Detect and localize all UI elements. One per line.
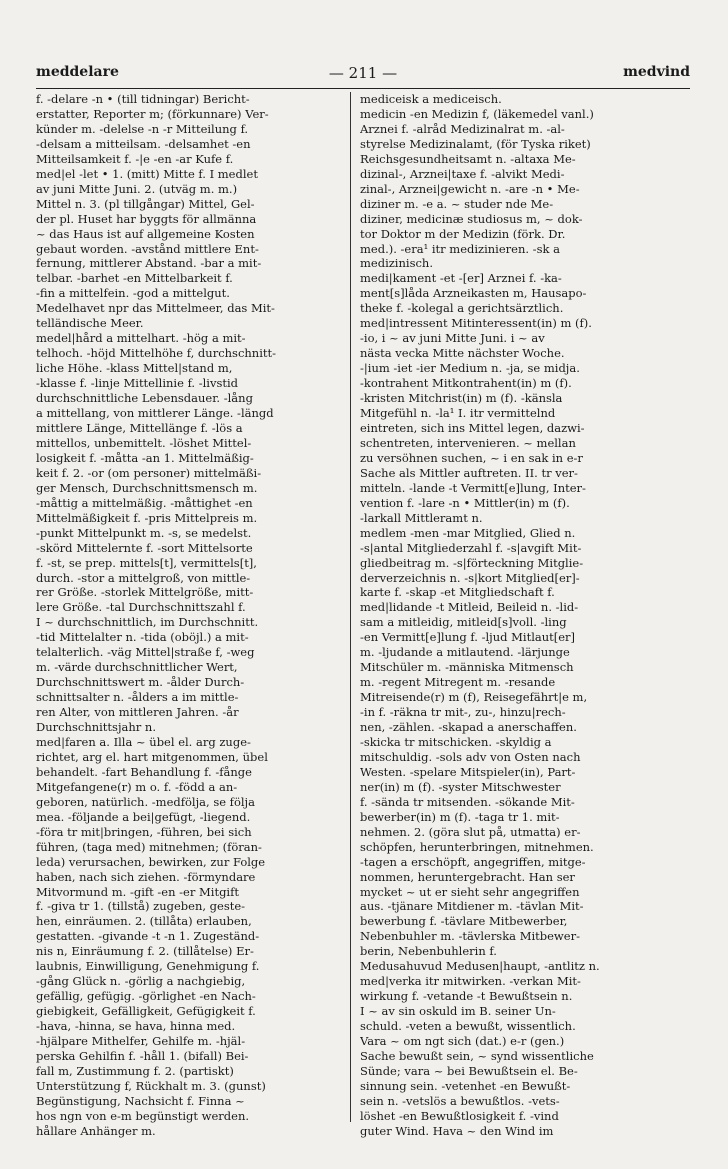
entry-line: Medusahuvud Medusen|haupt, -antlitz n. bbox=[360, 959, 600, 974]
entry-line: styrelse Medizinalamt, (för Tyska riket) bbox=[360, 136, 591, 151]
entry-line: diziner, medicinæ studiosus m, ~ dok- bbox=[360, 211, 583, 226]
entry-line: Medelhavet npr das Mittelmeer, das Mit- bbox=[36, 301, 275, 316]
entry-line: -tid Mittelalter n. -tida (oböjl.) a mit- bbox=[36, 630, 249, 645]
entry-line: -s|antal Mitgliederzahl f. -s|avgift Mit- bbox=[360, 540, 582, 555]
entry-line: lere Größe. -tal Durchschnittszahl f. bbox=[36, 600, 246, 615]
entry-line: liche Höhe. -klass Mittel|stand m, bbox=[36, 361, 233, 376]
entry-line: berin, Nebenbuhlerin f. bbox=[360, 944, 497, 959]
entry-line: gebaut worden. -avstånd mittlere Ent- bbox=[36, 241, 259, 256]
page-header bbox=[36, 62, 690, 89]
entry-line: -föra tr mit|bringen, -führen, bei sich bbox=[36, 824, 252, 839]
entry-line: ner(in) m (f). -syster Mitschwester bbox=[360, 779, 561, 794]
entry-line: ~ das Haus ist auf allgemeine Kosten bbox=[36, 226, 255, 241]
entry-line: medi|kament -et -[er] Arznei f. -ka- bbox=[360, 271, 562, 286]
entry-line: -fin a mittelfein. -god a mittelgut. bbox=[36, 286, 230, 301]
entry-line: -|ium -iet -ier Medium n. -ja, se midja. bbox=[360, 361, 580, 376]
entry-line: durchschnittliche Lebensdauer. -lång bbox=[36, 391, 253, 406]
entry-line: Mittelmäßigkeit f. -pris Mittelpreis m. bbox=[36, 510, 258, 525]
entry-line: haben, nach sich ziehen. -förmyndare bbox=[36, 869, 256, 884]
entry-line: wirkung f. -vetande -t Bewußtsein n. bbox=[360, 989, 573, 1004]
entry-line: Mitvormund m. -gift -en -er Mitgift bbox=[36, 884, 239, 899]
entry-line: medel|hård a mittelhart. -hög a mit- bbox=[36, 331, 246, 346]
entry-line: mitteln. -lande -t Vermitt[e]lung, Inter- bbox=[360, 480, 586, 495]
entry-line: m. -ljudande a mitlautend. -lärjunge bbox=[360, 645, 570, 660]
entry-line: Unterstützung f, Rückhalt m. 3. (gunst) bbox=[36, 1078, 266, 1093]
entry-line: perska Gehilfin f. -håll 1. (bifall) Bei- bbox=[36, 1049, 249, 1063]
entry-line: -skicka tr mitschicken. -skyldig a bbox=[360, 734, 552, 749]
entry-line: -tagen a erschöpft, angegriffen, mitge- bbox=[360, 854, 586, 869]
entry-line: derverzeichnis n. -s|kort Mitglied[er]- bbox=[360, 570, 580, 585]
entry-line: dizinal-, Arznei|taxe f. -alvikt Medi- bbox=[360, 166, 565, 181]
entry-line: mittlere Länge, Mittellänge f. -lös a bbox=[36, 420, 243, 435]
entry-line: sein n. -vetslös a bewußtlos. -vets- bbox=[360, 1093, 560, 1108]
entry-line: hållare Anhänger m. bbox=[36, 1123, 156, 1138]
entry-line: -kontrahent Mitkontrahent(in) m (f). bbox=[360, 376, 572, 391]
entry-line: ren Alter, von mittleren Jahren. -år bbox=[36, 705, 239, 720]
entry-line: Mitgefühl n. -la¹ I. itr vermittelnd bbox=[360, 406, 556, 421]
entry-line: behandelt. -fart Behandlung f. -fånge bbox=[36, 764, 252, 779]
entry-line: m. -regent Mitregent m. -resande bbox=[360, 675, 556, 690]
entry-line: medicin -en Medizin f, (läkemedel vanl.) bbox=[360, 106, 594, 121]
entry-line: -skörd Mittelernte f. -sort Mittelsorte bbox=[36, 540, 253, 555]
entry-line: tor Doktor m der Medizin (förk. Dr. bbox=[360, 226, 566, 241]
entry-line: theke f. -kolegal a gerichtsärztlich. bbox=[360, 301, 564, 316]
header-right-guide-word: medvind bbox=[623, 64, 690, 80]
entry-line: gefällig, gefügig. -görlighet -en Nach- bbox=[36, 989, 256, 1004]
entry-line: der pl. Huset har byggts för allmänna bbox=[36, 211, 257, 226]
entry-line: leda) verursachen, bewirken, zur Folge bbox=[36, 854, 266, 869]
entry-line: hen, einräumen. 2. (tillåta) erlauben, bbox=[36, 914, 252, 929]
entry-line: geboren, natürlich. -medfölja, se följa bbox=[36, 794, 255, 809]
entry-line: rer Größe. -storlek Mittelgröße, mitt- bbox=[36, 585, 254, 600]
entry-line: mea. -följande a bei|gefügt, -liegend. bbox=[36, 809, 251, 824]
entry-line: mittellos, unbemittelt. -löshet Mittel- bbox=[36, 435, 252, 450]
entry-line: zinal-, Arznei|gewicht n. -are -n • Me- bbox=[360, 181, 580, 196]
entry-line: schöpfen, herunterbringen, mitnehmen. bbox=[360, 839, 594, 854]
entry-line: guter Wind. Hava ~ den Wind im bbox=[360, 1123, 554, 1138]
entry-line: Vara ~ om ngt sich (dat.) e-r (gen.) bbox=[360, 1034, 565, 1049]
entry-line: telhoch. -höjd Mittelhöhe f, durchschnitt- bbox=[36, 346, 277, 361]
entry-line: nommen, heruntergebracht. Han ser bbox=[360, 869, 575, 884]
entry-line: eintreten, sich ins Mittel legen, dazwi- bbox=[360, 420, 585, 435]
entry-line: Durchschnittsjahr n. bbox=[36, 720, 156, 735]
entry-line: karte f. -skap -et Mitgliedschaft f. bbox=[360, 585, 555, 600]
entry-line: I ~ durchschnittlich, im Durchschnitt. bbox=[36, 615, 259, 630]
entry-line: losigkeit f. -måtta -an 1. Mittelmäßig- bbox=[36, 450, 254, 465]
left-column bbox=[36, 92, 352, 1138]
entry-line: gliedbeitrag m. -s|förteckning Mitglie- bbox=[360, 555, 584, 570]
entry-line: med|el -let • 1. (mitt) Mitte f. I medlet bbox=[36, 166, 258, 181]
entry-line: nis n, Einräumung f. 2. (tillåtelse) Er- bbox=[36, 944, 254, 959]
entry-line: schnittsalter n. -ålders a im mittle- bbox=[36, 690, 239, 705]
entry-line: Durchschnittswert m. -ålder Durch- bbox=[36, 675, 245, 690]
header-left-guide-word: meddelare bbox=[36, 64, 119, 80]
entry-line: schentreten, intervenieren. ~ mellan bbox=[360, 435, 576, 450]
entry-line: keit f. 2. -or (om personer) mittelmäßi- bbox=[36, 465, 262, 480]
entry-line: telalterlich. -väg Mittel|straße f, -weg bbox=[36, 645, 255, 660]
entry-line: bewerber(in) m (f). -taga tr 1. mit- bbox=[360, 809, 560, 824]
entry-line: nehmen. 2. (göra slut på, utmatta) er- bbox=[360, 824, 581, 839]
entry-line: f. -giva tr 1. (tillstå) zugeben, geste- bbox=[36, 899, 246, 914]
entry-line: f. -delare -n • (till tidningar) Bericht- bbox=[36, 92, 250, 106]
entry-line: fernung, mittlerer Abstand. -bar a mit- bbox=[36, 256, 262, 271]
entry-line: ger Mensch, Durchschnittsmensch m. bbox=[36, 480, 258, 495]
entry-line: telländische Meer. bbox=[36, 316, 144, 331]
entry-line: mycket ~ ut er sieht sehr angegriffen bbox=[360, 884, 580, 899]
entry-line: sam a mitleidig, mitleid[s]voll. -ling bbox=[360, 615, 567, 630]
entry-line: löshet -en Bewußtlosigkeit f. -vind bbox=[360, 1108, 559, 1123]
entry-line: Arznei f. -alråd Medizinalrat m. -al- bbox=[360, 121, 565, 136]
entry-line: Reichsgesundheitsamt n. -altaxa Me- bbox=[360, 151, 576, 166]
entry-line: sinnung sein. -vetenhet -en Bewußt- bbox=[360, 1078, 571, 1093]
entry-line: -måttig a mittelmäßig. -måttighet -en bbox=[36, 495, 253, 510]
entry-line: med.). -era¹ itr medizinieren. -sk a bbox=[360, 241, 560, 256]
entry-line: vention f. -lare -n • Mittler(in) m (f). bbox=[360, 495, 570, 510]
entry-line: av juni Mitte Juni. 2. (utväg m. m.) bbox=[36, 181, 238, 196]
entry-line: telbar. -barhet -en Mittelbarkeit f. bbox=[36, 271, 233, 286]
page-number: — 211 — bbox=[328, 64, 398, 82]
entry-line: zu versöhnen suchen, ~ i en sak in e-r bbox=[360, 450, 583, 465]
entry-line: durch. -stor a mittelgroß, von mittle- bbox=[36, 570, 251, 585]
entry-line: f. -sända tr mitsenden. -sökande Mit- bbox=[360, 794, 575, 809]
entry-line: -delsam a mitteilsam. -delsamhet -en bbox=[36, 136, 251, 151]
entry-line: diziner m. -e a. ~ studer nde Me- bbox=[360, 196, 554, 211]
entry-line: nen, -zählen. -skapad a anerschaffen. bbox=[360, 720, 577, 735]
entry-line: Westen. -spelare Mitspieler(in), Part- bbox=[360, 764, 576, 779]
entry-line: medlem -men -mar Mitglied, Glied n. bbox=[360, 525, 576, 540]
entry-line: -en Vermitt[e]lung f. -ljud Mitlaut[er] bbox=[360, 630, 576, 645]
entry-line: gestatten. -givande -t -n 1. Zugeständ- bbox=[36, 929, 260, 944]
entry-line: Mitschüler m. -människa Mitmensch bbox=[360, 660, 574, 675]
entry-line: -hjälpare Mithelfer, Gehilfe m. -hjäl- bbox=[36, 1034, 246, 1049]
entry-line: med|intressent Mitinteressent(in) m (f). bbox=[360, 316, 592, 331]
entry-line: -punkt Mittelpunkt m. -s, se medelst. bbox=[36, 525, 252, 540]
entry-line: ment[s]låda Arzneikasten m, Hausapo- bbox=[360, 286, 587, 301]
entry-line: -io, i ~ av juni Mitte Juni. i ~ av bbox=[360, 331, 545, 346]
entry-line: giebigkeit, Gefälligkeit, Gefügigkeit f. bbox=[36, 1004, 256, 1019]
entry-line: richtet, arg el. hart mitgenommen, übel bbox=[36, 749, 268, 764]
entry-line: hos ngn von e-m begünstigt werden. bbox=[36, 1108, 250, 1123]
right-column bbox=[360, 92, 690, 1138]
entry-line: -larkall Mittleramt n. bbox=[360, 510, 483, 525]
entry-line: mediceisk a mediceisch. bbox=[360, 92, 502, 106]
entry-line: Nebenbuhler m. -tävlerska Mitbewer- bbox=[360, 929, 580, 944]
entry-line: med|verka itr mitwirken. -verkan Mit- bbox=[360, 974, 581, 989]
entry-line: fall m, Zustimmung f. 2. (partiskt) bbox=[36, 1063, 234, 1078]
entry-line: laubnis, Einwilligung, Genehmigung f. bbox=[36, 959, 260, 974]
entry-line: mitschuldig. -sols adv von Osten nach bbox=[360, 749, 581, 764]
entry-line: schuld. -veten a bewußt, wissentlich. bbox=[360, 1019, 576, 1034]
entry-line: Begünstigung, Nachsicht f. Finna ~ bbox=[36, 1093, 245, 1108]
entry-line: -kristen Mitchrist(in) m (f). -känsla bbox=[360, 391, 563, 406]
entry-line: künder m. -delelse -n -r Mitteilung f. bbox=[36, 121, 249, 136]
entry-line: bewerbung f. -tävlare Mitbewerber, bbox=[360, 914, 568, 929]
entry-line: f. -st, se prep. mittels[t], vermittels[t], bbox=[36, 555, 257, 570]
entry-line: führen, (taga med) mitnehmen; (föran- bbox=[36, 839, 262, 854]
entry-line: Sache bewußt sein, ~ synd wissentliche bbox=[360, 1049, 594, 1063]
entry-line: I ~ av sin oskuld im B. seiner Un- bbox=[360, 1004, 556, 1019]
entry-line: Sache als Mittler auftreten. II. tr ver- bbox=[360, 465, 578, 480]
entry-line: Sünde; vara ~ bei Bewußtsein el. Be- bbox=[360, 1063, 578, 1078]
entry-line: Mitgefangene(r) m o. f. -född a an- bbox=[36, 779, 238, 794]
entry-line: Mitteilsamkeit f. -|e -en -ar Kufe f. bbox=[36, 151, 234, 166]
entry-line: med|lidande -t Mitleid, Beileid n. -lid- bbox=[360, 600, 579, 615]
entry-line: medizinisch. bbox=[360, 256, 433, 271]
entry-line: m. -värde durchschnittlicher Wert, bbox=[36, 660, 238, 675]
entry-line: aus. -tjänare Mitdiener m. -tävlan Mit- bbox=[360, 899, 584, 914]
entry-line: med|faren a. Illa ~ übel el. arg zuge- bbox=[36, 734, 251, 749]
entry-line: -hava, -hinna, se hava, hinna med. bbox=[36, 1019, 236, 1034]
entry-line: -in f. -räkna tr mit-, zu-, hinzu|rech- bbox=[360, 705, 566, 720]
entry-line: a mittellang, von mittlerer Länge. -längd bbox=[36, 406, 274, 421]
entry-line: -klasse f. -linje Mittellinie f. -livstid bbox=[36, 376, 239, 391]
entry-line: Mitreisende(r) m (f), Reisegefährt|e m, bbox=[360, 690, 588, 705]
entry-line: erstatter, Reporter m; (förkunnare) Ver- bbox=[36, 106, 269, 121]
entry-line: Mittel n. 3. (pl tillgångar) Mittel, Gel- bbox=[36, 196, 255, 211]
entry-line: nästa vecka Mitte nächster Woche. bbox=[360, 346, 565, 361]
entry-line: -gång Glück n. -görlig a nachgiebig, bbox=[36, 974, 246, 989]
